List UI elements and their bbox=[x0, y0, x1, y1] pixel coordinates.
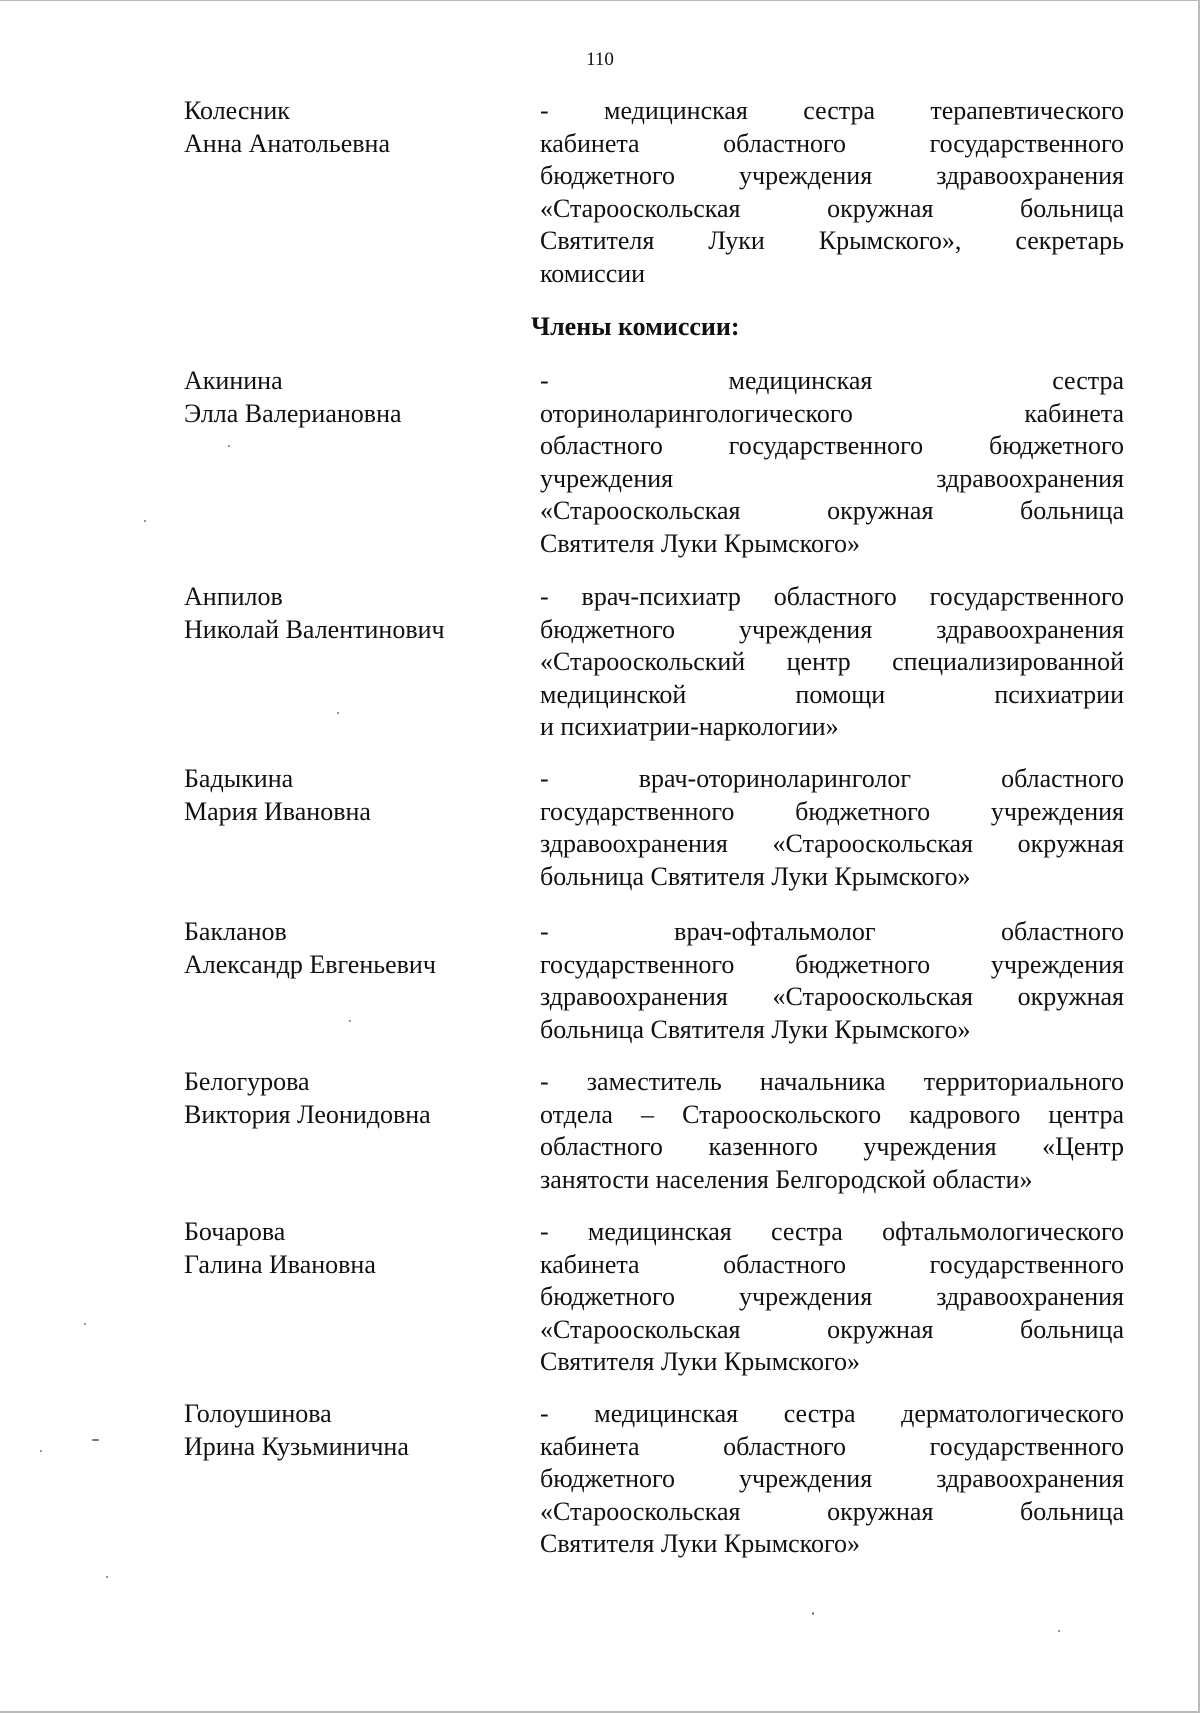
description-line: государственного бюджетного учреждения bbox=[540, 949, 1124, 979]
position-description bbox=[540, 916, 1124, 1046]
description-line: учреждения здравоохранения bbox=[540, 463, 1124, 493]
surname: Белогурова bbox=[184, 1067, 310, 1096]
given-names: Ирина Кузьминична bbox=[184, 1431, 409, 1461]
description-line: «Старооскольский центр специализированной bbox=[540, 647, 1124, 676]
scan-speck bbox=[40, 1450, 42, 1452]
surname: Голоушинова bbox=[184, 1399, 332, 1428]
description-line: занятости населения Белгородской области» bbox=[540, 1164, 1033, 1194]
scan-border-top bbox=[0, 0, 1200, 1]
surname: Бакланов bbox=[184, 917, 287, 946]
description-line: больница Святителя Луки Крымского» bbox=[540, 861, 971, 891]
position-description bbox=[540, 763, 1124, 893]
description-line: бюджетного учреждения здравоохранения bbox=[540, 614, 1124, 644]
description-line: «Старооскольская окружная больница bbox=[540, 193, 1124, 223]
person-name bbox=[184, 365, 524, 430]
members-heading: Члены комиссии: bbox=[531, 312, 740, 341]
given-names: Элла Валериановна bbox=[184, 398, 402, 428]
scan-speck bbox=[337, 712, 339, 714]
description-line: государственного бюджетного учреждения bbox=[540, 796, 1124, 826]
description-line: отдела – Старооскольского кадрового центра bbox=[540, 1099, 1124, 1129]
scan-speck bbox=[92, 1439, 99, 1441]
surname: Акинина bbox=[184, 366, 283, 395]
position-description bbox=[540, 365, 1124, 560]
description-line: и психиатрии-наркологии» bbox=[540, 712, 839, 741]
description-line: здравоохранения «Старооскольская окружная bbox=[540, 982, 1124, 1011]
person-name bbox=[184, 581, 524, 646]
description-line: здравоохранения «Старооскольская окружная bbox=[540, 829, 1124, 858]
surname: Анпилов bbox=[184, 582, 283, 611]
position-description bbox=[540, 95, 1124, 290]
description-line: Святителя Луки Крымского» bbox=[540, 1347, 861, 1376]
description-line: областного казенного учреждения «Центр bbox=[540, 1132, 1124, 1161]
description-line: оториноларингологического кабинета bbox=[540, 398, 1124, 428]
description-line: «Старооскольская окружная больница bbox=[540, 1496, 1124, 1526]
given-names: Виктория Леонидовна bbox=[184, 1099, 431, 1129]
given-names: Александр Евгеньевич bbox=[184, 949, 436, 979]
description-line: Святителя Луки Крымского», секретарь bbox=[540, 226, 1124, 255]
description-line: Святителя Луки Крымского» bbox=[540, 1529, 861, 1558]
scan-speck bbox=[1058, 1630, 1060, 1632]
description-line: кабинета областного государственного bbox=[540, 1249, 1124, 1279]
surname: Колесник bbox=[184, 96, 290, 125]
description-line: медицинской помощи психиатрии bbox=[540, 679, 1124, 709]
position-description bbox=[540, 1216, 1124, 1379]
description-line: «Старооскольская окружная больница bbox=[540, 496, 1124, 525]
given-names: Мария Ивановна bbox=[184, 796, 371, 826]
position-description bbox=[540, 581, 1124, 744]
description-line: - медицинская сестра дерматологического bbox=[540, 1399, 1124, 1428]
description-line: кабинета областного государственного bbox=[540, 128, 1124, 158]
person-name bbox=[184, 1066, 524, 1131]
position-description bbox=[540, 1066, 1124, 1196]
given-names: Анна Анатольевна bbox=[184, 128, 390, 158]
description-line: областного государственного бюджетного bbox=[540, 431, 1124, 460]
scan-speck bbox=[228, 445, 230, 447]
given-names: Николай Валентинович bbox=[184, 614, 445, 644]
position-description bbox=[540, 1398, 1124, 1561]
description-line: бюджетного учреждения здравоохранения bbox=[540, 1282, 1124, 1311]
person-name bbox=[184, 1398, 524, 1463]
given-names: Галина Ивановна bbox=[184, 1249, 376, 1279]
description-line: бюджетного учреждения здравоохранения bbox=[540, 161, 1124, 190]
scan-speck bbox=[144, 520, 146, 522]
description-line: комиссии bbox=[540, 258, 646, 288]
person-name bbox=[184, 95, 524, 160]
surname: Бочарова bbox=[184, 1217, 286, 1246]
scan-speck bbox=[106, 1576, 108, 1578]
scan-speck bbox=[349, 1020, 351, 1022]
description-line: «Старооскольская окружная больница bbox=[540, 1314, 1124, 1344]
description-line: бюджетного учреждения здравоохранения bbox=[540, 1464, 1124, 1493]
description-line: - врач-офтальмолог областного bbox=[540, 917, 1124, 946]
person-name bbox=[184, 1216, 524, 1281]
description-line: больница Святителя Луки Крымского» bbox=[540, 1014, 971, 1044]
description-line: кабинета областного государственного bbox=[540, 1431, 1124, 1461]
description-line: - заместитель начальника территориального bbox=[540, 1067, 1124, 1096]
description-line: - медицинская сестра bbox=[540, 366, 1124, 395]
person-name bbox=[184, 763, 524, 828]
description-line: - медицинская сестра офтальмологического bbox=[540, 1217, 1124, 1246]
description-line: - врач-психиатр областного государственного bbox=[540, 582, 1124, 611]
description-line: - врач-оториноларинголог областного bbox=[540, 764, 1124, 793]
scan-speck bbox=[812, 1612, 814, 1615]
page-number: 110 bbox=[586, 49, 614, 70]
person-name bbox=[184, 916, 524, 981]
scan-speck bbox=[84, 1323, 86, 1325]
surname: Бадыкина bbox=[184, 764, 294, 793]
description-line: Святителя Луки Крымского» bbox=[540, 528, 861, 558]
description-line: - медицинская сестра терапевтического bbox=[540, 96, 1124, 125]
